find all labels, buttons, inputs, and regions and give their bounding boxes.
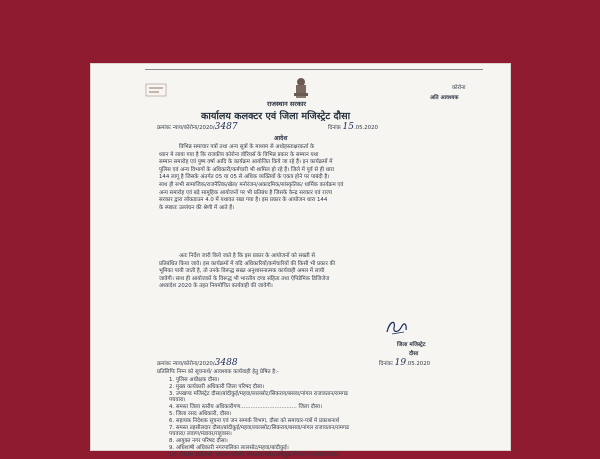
copy-date <box>379 360 430 369</box>
order-ref <box>157 124 238 133</box>
office-title: कार्यालय कलक्टर एवं जिला मजिस्ट्रेट दौसा <box>201 111 351 122</box>
government-name: राजस्थान सरकार <box>267 100 306 108</box>
copy-list-item: पचवारा/ लवाण/मंडावर/राहुवास। <box>169 431 232 438</box>
copy-list-item: 9. अधिशाषी अधिकारी नगरपालिका लालसोट/महवा/बांदीकुई। <box>169 444 289 451</box>
copy-list-item: 2. मुख्य कार्यकारी अधिकारी जिला परिषद दौसा। <box>169 383 265 390</box>
copy-ref-label: क्रमांकः न्याय/कोरोना/2020/ <box>157 361 215 367</box>
copy-ref-number: 3488 <box>214 358 238 368</box>
para1-line: साथ ही सभी सामाजिक/राजनैतिक/खेल/ मनोरंजन/अकादमिक/सांस्कृतिक/ धार्मिक कार्यक्रम एवं <box>159 181 344 188</box>
document-page <box>91 64 510 458</box>
copy-list-item: 1. पुलिस अधीक्षक दौसा। <box>169 377 220 383</box>
copy-list-item: 7. समस्त तहसीलदार दौसा/बांदीकुई/महवा/लालसोट/सिकराय/बसवा/नांगल राजावतान/रामगढ <box>169 424 350 431</box>
corner-stamp <box>145 82 167 96</box>
para1-line: सम्मान समारोह एवं पुष्प वर्षा आदि के कार्यक्रम आयोजित किये जा रहे हैं। इन कार्यक्रमों में <box>159 159 333 166</box>
order-paragraph-1 <box>159 144 343 212</box>
order-date <box>328 124 378 133</box>
copy-ref <box>157 360 238 369</box>
order-paragraph-2 <box>159 253 335 291</box>
signature-icon <box>384 318 410 338</box>
signatory-place: दौसा <box>409 351 419 357</box>
para2-line: भूमिका पायी जाती है, तो उनके विरूद्ध सख्त अनुशासनात्मक कार्यवाही अमल में लायी <box>159 268 325 275</box>
order-heading: आदेश <box>274 135 288 142</box>
copy-list-item: 5. जिला रसद अधिकारी, दौसा। <box>169 410 232 417</box>
copy-list-item: 4. समस्त जिला स्तरीय अधिकारीगण................................. जिला दौसा। <box>169 404 323 411</box>
copy-list-item: 8. आयुक्त नगर परिषद दौसा। <box>169 438 228 445</box>
copy-list-item: पचवारा। <box>169 397 186 404</box>
para2-line: प्रतिबंधित किया जावे। इस कार्यक्रमों में यदि अधिकारियों/कर्मचारियों की किसी भी प्रकार की <box>159 260 336 267</box>
order-date-label: दिनांक <box>328 125 341 131</box>
copy-list-item: 3. उपखण्ड मजिस्ट्रेट दौसा/बांदीकुई/महवा/लालसोट/सिकराय/बसवा/नांगल राजावतान/रामगढ <box>169 390 348 397</box>
copy-date-rest: .05.2020 <box>406 361 431 367</box>
copy-list-item: 10. विकास अधिकारी, पंचायत समिति दौसा/लालसोट/बांदीकुई/सिकराय,/महवा/लवाण। <box>169 451 339 458</box>
para1-line: अन्य समारोह एवं बड़े सामूहिक आयोजनों पर भी प्रतिबंध है जिसके केन्द्र सरकार एवं राज्य <box>159 189 333 196</box>
para2-line: अतः निर्देश जारी किये जाते है कि इस प्रकार के आयोजनों को सख्ती से <box>179 253 315 259</box>
signatory-title: जिला मजिस्ट्रेट <box>397 342 426 348</box>
para1-line: के स्पष्टतः उल्लंघन की श्रेणी में आते हैं। <box>159 204 235 211</box>
signature-block <box>384 318 410 342</box>
copy-date-day: 19 <box>394 358 407 368</box>
para1-line: ध्यान मे लाया गया है कि राजकीय कोरोना वॉरियर्स के विभिन्न प्रकार के सम्मान यथा <box>159 151 319 158</box>
copy-date-label: दिनांकः <box>379 361 393 367</box>
order-date-rest: .05.2020 <box>353 125 378 131</box>
order-ref-number: 3487 <box>214 122 238 132</box>
copy-intro: प्रतिलिपिः निम्न को सूचनार्थ/ आवश्यक कार्यवाही हेतु प्रेषित है:- <box>157 369 279 375</box>
para1-line: सरकार द्वारा लॉकडाउन 4.0 में यथावत रखा गया है। इस प्रकार के आयोजन धारा 144 <box>159 197 328 204</box>
copy-list-item: 6. सहायक निदेशक सूचना एवं जन सम्पर्क विभाग, दौसा को समाचार-पत्रों मे प्रकाशनार्थ <box>169 417 340 424</box>
top-rule <box>145 69 483 70</box>
urgent-label: अति आवश्यक <box>430 95 459 101</box>
order-ref-label: क्रमांकः न्याय/कोरोना/2020/ <box>157 125 215 131</box>
para1-line: 144 लागू है जिसके अंतर्गत 05 या 05 से अधिक व्यक्तियों के एकत्र होने पर पाबंदी है। <box>159 174 330 181</box>
para2-line: जावेगी। साथ ही आयोजकों के विरूद्ध भी भारतीय दण्ड संहिता तथा ऐपिडेमिक डिजिजेज <box>159 275 330 282</box>
para2-line: अध्यादेश 2020 के तहत नियमोचित कार्यवाही की जावेगी। <box>159 283 273 290</box>
copy-list <box>169 377 349 459</box>
corner-label: कोरोना <box>452 85 466 91</box>
order-date-day: 15 <box>342 122 354 132</box>
para1-line: पुलिस एवं अन्य विभागों के अधिकारी/कर्मचारी भी शामिल हो रहे हैं। जिले में पूर्व से ही धारा <box>159 166 335 173</box>
para1-line: विभिन्न समाचार पत्रों तथा अन्य सूत्रों के माध्यम से अधोहस्ताक्षरकर्ता के <box>179 144 315 150</box>
state-emblem-icon <box>290 76 312 100</box>
